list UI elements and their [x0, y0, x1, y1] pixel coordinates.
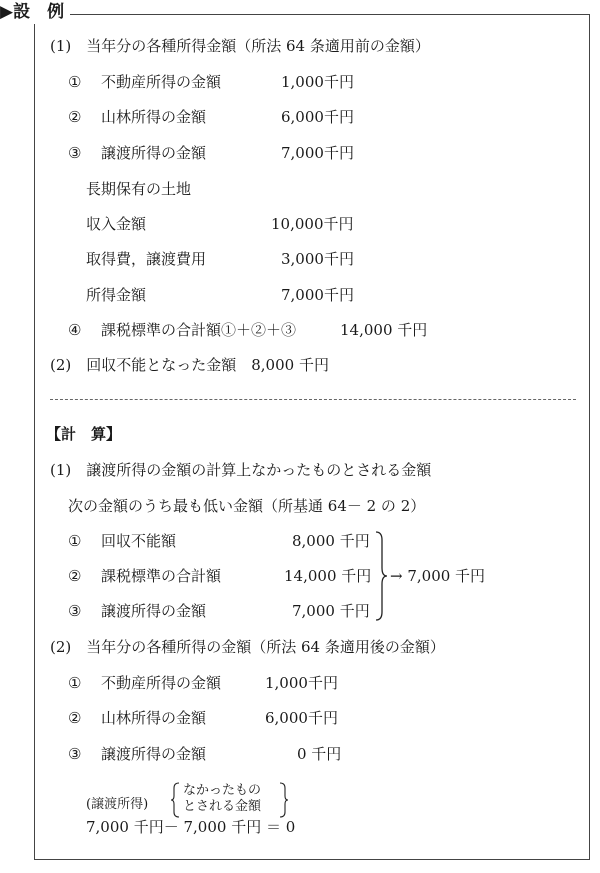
example-taxable-num: ④ — [68, 321, 82, 339]
calc-heading: 【計 算】 — [46, 425, 122, 443]
after-forest-num: ② — [68, 709, 82, 727]
calc-item2-heading: (2) 当年分の各種所得の金額（所法 64 条適用後の金額） — [50, 638, 445, 656]
after-transfer-num: ③ — [68, 745, 82, 763]
right-brace — [374, 530, 388, 622]
example-item1-heading: (1) 当年分の各種所得金額（所法 64 条適用前の金額） — [50, 37, 430, 55]
calc-result: → 7,000 千円 — [390, 567, 486, 585]
after-transfer-label: 譲渡所得の金額 — [101, 745, 207, 763]
after-forest-label: 山林所得の金額 — [101, 709, 207, 727]
example-item2: (2) 回収不能となった金額 8,000 千円 — [50, 356, 329, 374]
calc-row2-value: 14,000 千円 — [284, 567, 372, 585]
example-real-estate-value: 1,000千円 — [281, 73, 354, 91]
after-real-estate-label: 不動産所得の金額 — [101, 674, 222, 692]
example-transfer-num: ③ — [68, 144, 82, 162]
example-taxable-value: 14,000 千円 — [340, 321, 428, 339]
calc-row3-label: 譲渡所得の金額 — [101, 602, 207, 620]
formula-prefix: (譲渡所得) — [86, 797, 149, 812]
calc-row1-label: 回収不能額 — [101, 532, 177, 550]
calc-row3-value: 7,000 千円 — [292, 602, 370, 620]
formula-brace-line2: とされる金額 — [183, 799, 262, 814]
calc-item1-heading: (1) 譲渡所得の金額の計算上なかったものとされる金額 — [50, 461, 432, 479]
example-real-estate-num: ① — [68, 73, 82, 91]
calc-row1-num: ① — [68, 532, 82, 550]
example-income-label: 所得金額 — [86, 286, 147, 304]
after-real-estate-value: 1,000千円 — [265, 674, 338, 692]
example-transfer-label: 譲渡所得の金額 — [101, 144, 207, 162]
example-real-estate-label: 不動産所得の金額 — [101, 73, 222, 91]
calc-row1-value: 8,000 千円 — [292, 532, 370, 550]
example-long-term-label: 長期保有の土地 — [86, 180, 192, 198]
after-transfer-value: 0 千円 — [297, 745, 342, 763]
example-forest-num: ② — [68, 108, 82, 126]
calc-row3-num: ③ — [68, 602, 82, 620]
example-revenue-value: 10,000千円 — [271, 215, 354, 233]
example-title: ▶設 例 — [0, 0, 70, 24]
after-forest-value: 6,000千円 — [265, 709, 338, 727]
calc-row2-label: 課税標準の合計額 — [101, 567, 222, 585]
example-cost-label: 取得費，譲渡費用 — [86, 250, 207, 268]
example-revenue-label: 収入金額 — [86, 215, 147, 233]
formula-left-brace — [170, 782, 180, 818]
calc-lowest-note: 次の金額のうち最も低い金額（所基通 64－ 2 の 2） — [68, 497, 426, 515]
example-cost-value: 3,000千円 — [281, 250, 354, 268]
formula-brace-line1: なかったもの — [183, 783, 262, 798]
formula-right-brace — [279, 782, 289, 818]
example-taxable-label: 課税標準の合計額①＋②＋③ — [101, 321, 297, 339]
section-divider — [50, 399, 576, 400]
example-forest-value: 6,000千円 — [281, 108, 354, 126]
calc-row2-num: ② — [68, 567, 82, 585]
example-transfer-value: 7,000千円 — [281, 144, 354, 162]
example-income-value: 7,000千円 — [281, 286, 354, 304]
example-forest-label: 山林所得の金額 — [101, 108, 207, 126]
after-real-estate-num: ① — [68, 674, 82, 692]
formula-expression: 7,000 千円－ 7,000 千円 ＝ 0 — [86, 818, 296, 836]
